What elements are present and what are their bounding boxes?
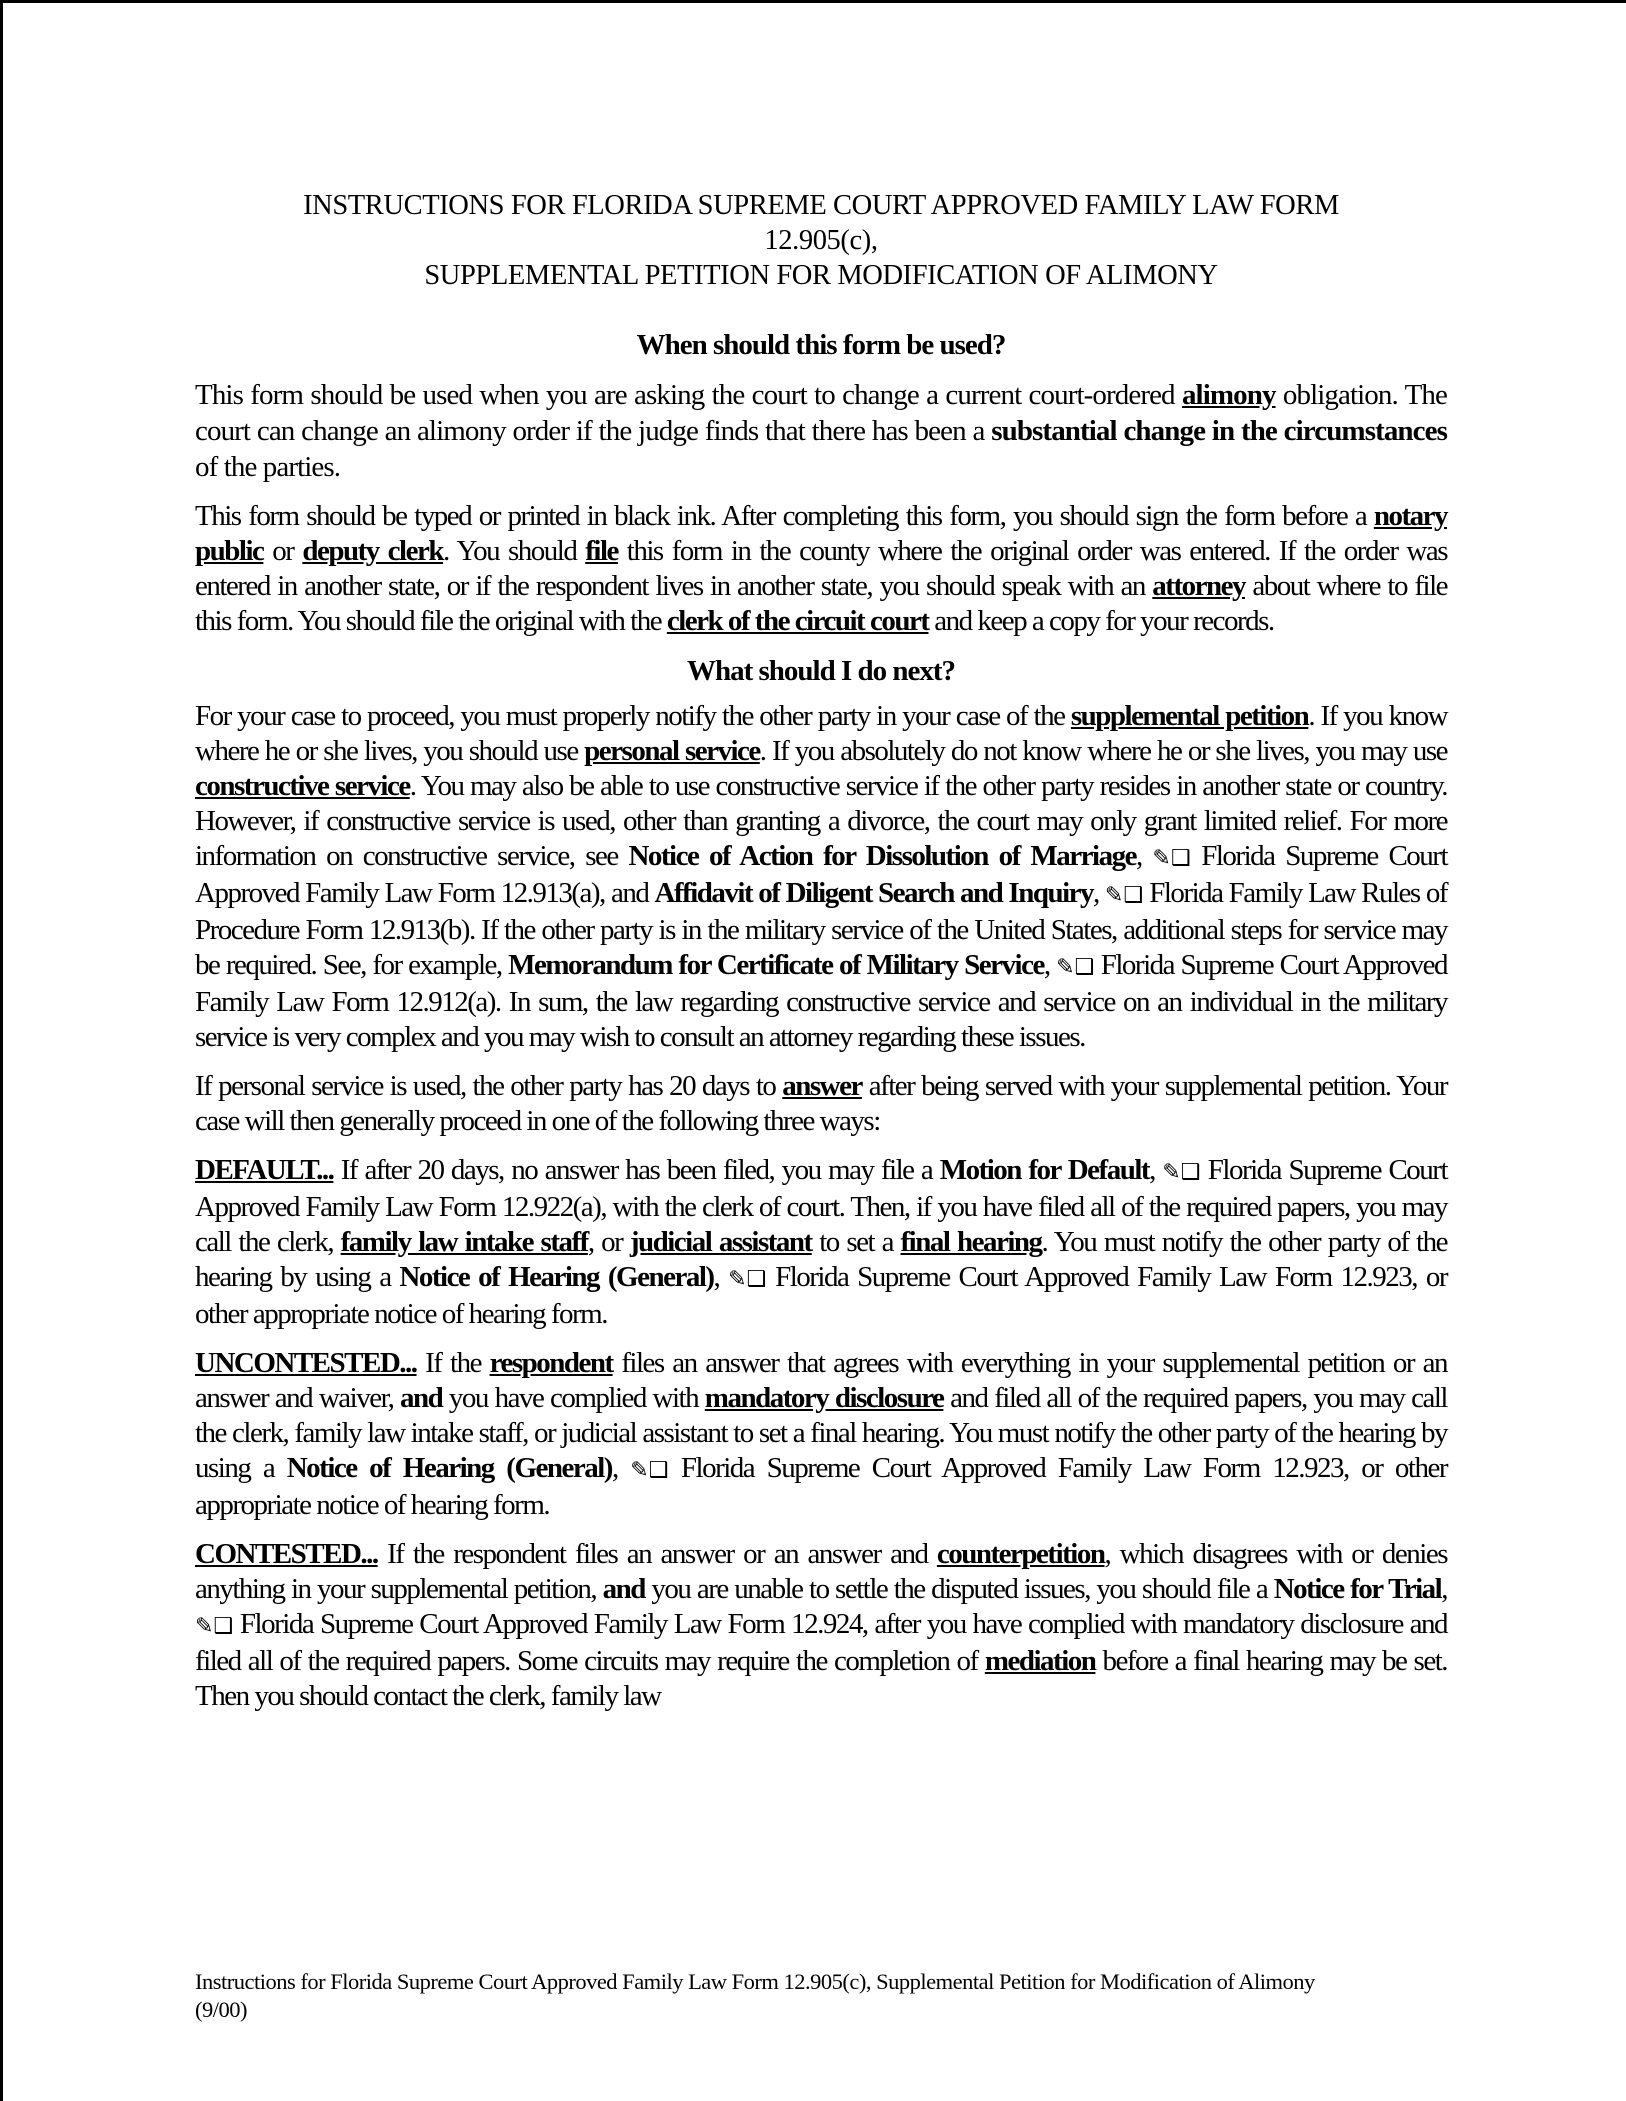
paragraph-when-used-2: This form should be typed or printed in black ink. After completing this form, you should sign the form before a notary public or deputy clerk. You should file this form in the county where the original order was entered. If the order was entered in another state, or if the respondent lives in another state, you should speak with an attorney about where to file this form. You should file the original with the clerk of the circuit court and keep a copy for your records. [195, 500, 1447, 637]
heading-when-used: When should this form be used? [636, 329, 1006, 361]
paragraph-when-used-1: This form should be used when you are asking the court to change a current court-ordered alimony obligation. The court can change an alimony order if the judge finds that there has been a substantial change in the circumstances of the parties. [195, 379, 1447, 483]
heading-what-next: What should I do next? [686, 655, 956, 687]
term-deputy-clerk: deputy clerk [302, 535, 443, 567]
label-contested: CONTESTED... [195, 1538, 378, 1570]
term-family-law-intake-staff: family law intake staff [340, 1226, 588, 1258]
paragraph-what-next-2: If personal service is used, the other party has 20 days to answer after being served with your supplemental petition. Your case will then generally proceed in one of the following three ways: [195, 1070, 1447, 1137]
paragraph-what-next-1: For your case to proceed, you must properly notify the other party in your case of the supplemental petition. If you know where he or she lives, you should use personal service. If you absolutely do not know where he or she lives, you may use constructive service. You may also be able to use constructive service if the other party resides in another state or country. However, if constructive service is used, other than granting a divorce, the court may only grant limited relief. For more information on constructive service, see Notice of Action for Dissolution of Marriage, ✎❑ Florida Supreme Court Approved Family Law Form 12.913(a), and Affidavit of Diligent Search and Inquiry, ✎❑ Florida Family Law Rules of Procedure Form 12.913(b). If the other party is in the military service of the United States, additional steps for service may be required. See, for example, Memorandum for Certificate of Military Service, ✎❑ Florida Supreme Court Approved Family Law Form 12.912(a). In sum, the law regarding constructive service and service on an individual in the military service is very complex and you may wish to consult an attorney regarding these issues. [195, 700, 1448, 1053]
term-answer: answer [782, 1070, 862, 1102]
label-default: DEFAULT... [195, 1154, 334, 1186]
form-symbol-icon: ✎❑ [1162, 1160, 1201, 1185]
form-notice-for-trial: Notice for Trial [1273, 1573, 1442, 1605]
form-notice-of-hearing: Notice of Hearing (General) [286, 1452, 612, 1484]
term-counterpetition: counterpetition [936, 1538, 1105, 1570]
paragraph-uncontested: UNCONTESTED... If the respondent files an answer that agrees with everything in your supplemental petition or an answer and waiver, and you have complied with mandatory disclosure and filed all of the required papers, you may call the clerk, family law intake staff, or judicial assistant to set a final hearing. You must notify the other party of the hearing by using a Notice of Hearing (General), ✎❑ Florida Supreme Court Approved Family Law Form 12.923, or other appropriate notice of hearing form. [195, 1347, 1448, 1521]
term-supplemental-petition: supplemental petition [1070, 700, 1309, 732]
term-clerk-of-circuit-court: clerk of the circuit court [666, 605, 929, 637]
form-symbol-icon: ✎❑ [195, 1614, 234, 1639]
term-final-hearing: final hearing [900, 1226, 1042, 1258]
term-personal-service: personal service [584, 735, 760, 767]
form-notice-of-hearing: Notice of Hearing (General) [399, 1261, 714, 1293]
term-constructive-service: constructive service [195, 770, 410, 802]
form-notice-of-action: Notice of Action for Dissolution of Marriage [628, 840, 1136, 872]
title-line-3: SUPPLEMENTAL PETITION FOR MODIFICATION OF ALIMONY [424, 260, 1218, 291]
form-symbol-icon: ✎❑ [1056, 955, 1095, 980]
form-symbol-icon: ✎❑ [728, 1267, 767, 1292]
term-mediation: mediation [984, 1645, 1096, 1677]
form-symbol-icon: ✎❑ [1104, 883, 1144, 908]
footer-line-1: Instructions for Florida Supreme Court Approved Family Law Form 12.905(c), Supplemental Petition for Modification of Alimony [195, 1969, 1315, 1994]
form-symbol-icon: ✎❑ [630, 1458, 669, 1483]
paragraph-contested: CONTESTED... If the respondent files an answer or an answer and counterpetition, which disagrees with or denies anything in your supplemental petition, and you are unable to settle the disputed issues, you should file a Notice for Trial, ✎❑ Florida Supreme Court Approved Family Law Form 12.924, after you have complied with mandatory disclosure and filed all of the required papers. Some circuits may require the completion of mediation before a final hearing may be set. Then you should contact the clerk, family law [195, 1538, 1448, 1712]
title-line-1: INSTRUCTIONS FOR FLORIDA SUPREME COURT APPROVED FAMILY LAW FORM [303, 190, 1339, 221]
term-mandatory-disclosure: mandatory disclosure [704, 1382, 944, 1414]
document-title [195, 188, 1447, 293]
term-respondent: respondent [489, 1347, 613, 1379]
term-substantial-change: substantial change in the circumstances [991, 415, 1447, 447]
form-symbol-icon: ✎❑ [1152, 846, 1191, 871]
term-attorney: attorney [1152, 570, 1245, 602]
footer-line-2: (9/00) [195, 1997, 247, 2022]
paragraph-default: DEFAULT... If after 20 days, no answer has been filed, you may file a Motion for Default, ✎❑ Florida Supreme Court Approved Family Law Form 12.922(a), with the clerk of court. Then, if you have filed all of the required papers, you may call the clerk, family law intake staff, or judicial assistant to set a final hearing. You must notify the other party of the hearing by using a Notice of Hearing (General), ✎❑ Florida Supreme Court Approved Family Law Form 12.923, or other appropriate notice of hearing form. [195, 1154, 1448, 1330]
term-alimony: alimony [1181, 379, 1276, 411]
form-memorandum-military: Memorandum for Certificate of Military Service [508, 949, 1044, 981]
form-affidavit-diligent-search: Affidavit of Diligent Search and Inquiry [654, 877, 1094, 909]
title-line-2: 12.905(c), [764, 225, 878, 256]
term-judicial-assistant: judicial assistant [629, 1226, 812, 1258]
document-content [195, 188, 1447, 1728]
term-notary-public: notary public [195, 500, 1447, 567]
page-footer [195, 1968, 1447, 2024]
form-motion-for-default: Motion for Default [939, 1154, 1150, 1186]
term-file: file [585, 535, 618, 567]
label-uncontested: UNCONTESTED... [195, 1347, 417, 1379]
